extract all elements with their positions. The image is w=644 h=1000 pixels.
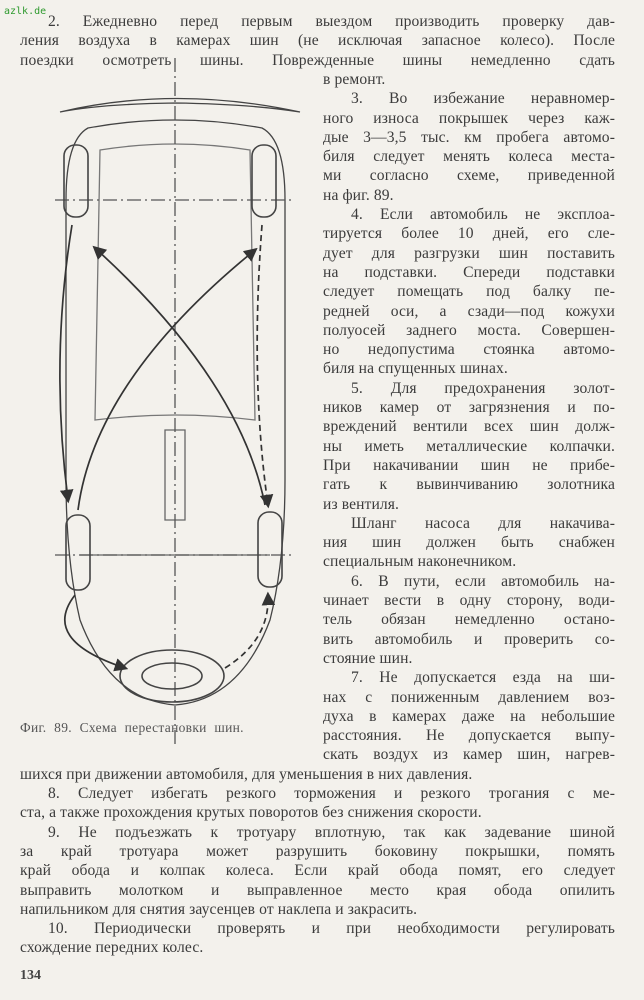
text-line: 6. В пути, если автомобиль на- xyxy=(351,572,615,590)
text-line: вреждений вентили всех шин долж- xyxy=(323,418,615,436)
text-line: скать воздух из камер шин, нагрев- xyxy=(323,746,615,764)
text-line: из вентиля. xyxy=(323,495,400,513)
text-line: ста, а также прохождения крутых поворотов без снижения скорости. xyxy=(20,804,482,822)
text-line: дые 3—3,5 тыс. км пробега автомо- xyxy=(323,128,615,146)
text-line: в ремонт. xyxy=(323,70,386,88)
text-line: биля на спущенных шинах. xyxy=(323,360,508,378)
text-line: за край тротуара может разрушить боковину покрышки, помять xyxy=(20,842,615,860)
text-line: биля следует менять колеса места- xyxy=(323,148,615,166)
text-line: вить автомобиль и проверить со- xyxy=(323,630,615,648)
text-line: стояние шин. xyxy=(323,649,413,667)
text-line: тель обязан немедленно остано- xyxy=(323,611,615,629)
text-line: ления воздуха в камерах шин (не исключая запасное колесо). После xyxy=(20,32,615,50)
text-line: шихся при движении автомобиля, для уменьшения в них давления. xyxy=(20,765,473,783)
text-line: 4. Если автомобиль не эксплоа- xyxy=(351,206,615,223)
rotation-arrows xyxy=(60,225,268,668)
text-line: специальным наконечником. xyxy=(323,553,517,571)
front-right-wheel xyxy=(252,145,276,217)
front-left-wheel xyxy=(64,145,88,217)
text-line: нах с пониженным давлением воз- xyxy=(323,688,615,706)
text-line: 8. Следует избегать резкого торможения и резкого трогания с ме- xyxy=(48,785,615,802)
text-line: 5. Для предохранения золот- xyxy=(351,379,615,397)
text-line: духа в камерах даже на небольшие xyxy=(323,707,615,725)
text-line: гать к вывинчиванию золотника xyxy=(323,476,615,494)
figure-caption: Фиг. 89. Схема перестановки шин. xyxy=(20,720,244,735)
text-line: 2. Ежедневно перед первым выездом производить проверку дав- xyxy=(48,13,615,30)
text-line: расстояния. Не допускается выпу- xyxy=(323,727,615,745)
text-line: ников камер от загрязнения и по- xyxy=(323,399,615,416)
text-line: 3. Во избежание неравномер- xyxy=(351,90,615,108)
text-line: следует помещать под балку пе- xyxy=(323,283,615,301)
watermark: azlk.de xyxy=(4,6,47,17)
text-line: редней оси, а сзади—под кожухи xyxy=(323,302,615,320)
page-number: 134 xyxy=(20,968,41,983)
text-line: поездки осмотреть шины. Поврежденные шины немедленно сдать xyxy=(20,51,615,69)
car-body-outline xyxy=(60,99,300,706)
text-line: полуосей заднего моста. Совершен- xyxy=(323,321,615,339)
text-line: край обода и колпак колеса. Если край обода помят, его следует xyxy=(20,862,615,880)
text-line: напильником для снятия заусенцев от наклепа и закрасить. xyxy=(20,900,418,918)
text-line: схождение передних колес. xyxy=(20,939,204,957)
text-line: выправить молотком и выправленное место края обода опилить xyxy=(20,881,615,899)
text-line: При накачивании шин не прибе- xyxy=(323,456,615,474)
text-line: ния шин должен быть снабжен xyxy=(323,534,615,552)
text-line: ны иметь металлические колпачки. xyxy=(323,437,615,455)
text-line: Шланг насоса для накачива- xyxy=(351,514,615,532)
text-line: на фиг. 89. xyxy=(323,186,394,204)
text-line: 10. Периодически проверять и при необходимости регулировать xyxy=(48,920,615,938)
text-line: 9. Не подъезжать к тротуару вплотную, так как задевание шиной xyxy=(48,823,615,841)
text-line: чинает вести в одну сторону, води- xyxy=(323,592,615,609)
text-line: ми согласно схеме, приведенной xyxy=(323,167,615,185)
text-line: ного износа покрышек через каж- xyxy=(323,109,615,127)
text-line: дует для разгрузки шин поставить xyxy=(323,244,615,262)
spare-wheel xyxy=(120,650,224,702)
text-line: на подставки. Спереди подставки xyxy=(323,263,615,281)
wheels xyxy=(64,145,282,702)
text-line: но недопустима стоянка автомо- xyxy=(323,341,615,359)
text-line: тируется более 10 дней, его сле- xyxy=(323,225,615,243)
text-line: 7. Не допускается езда на ши- xyxy=(351,669,615,687)
